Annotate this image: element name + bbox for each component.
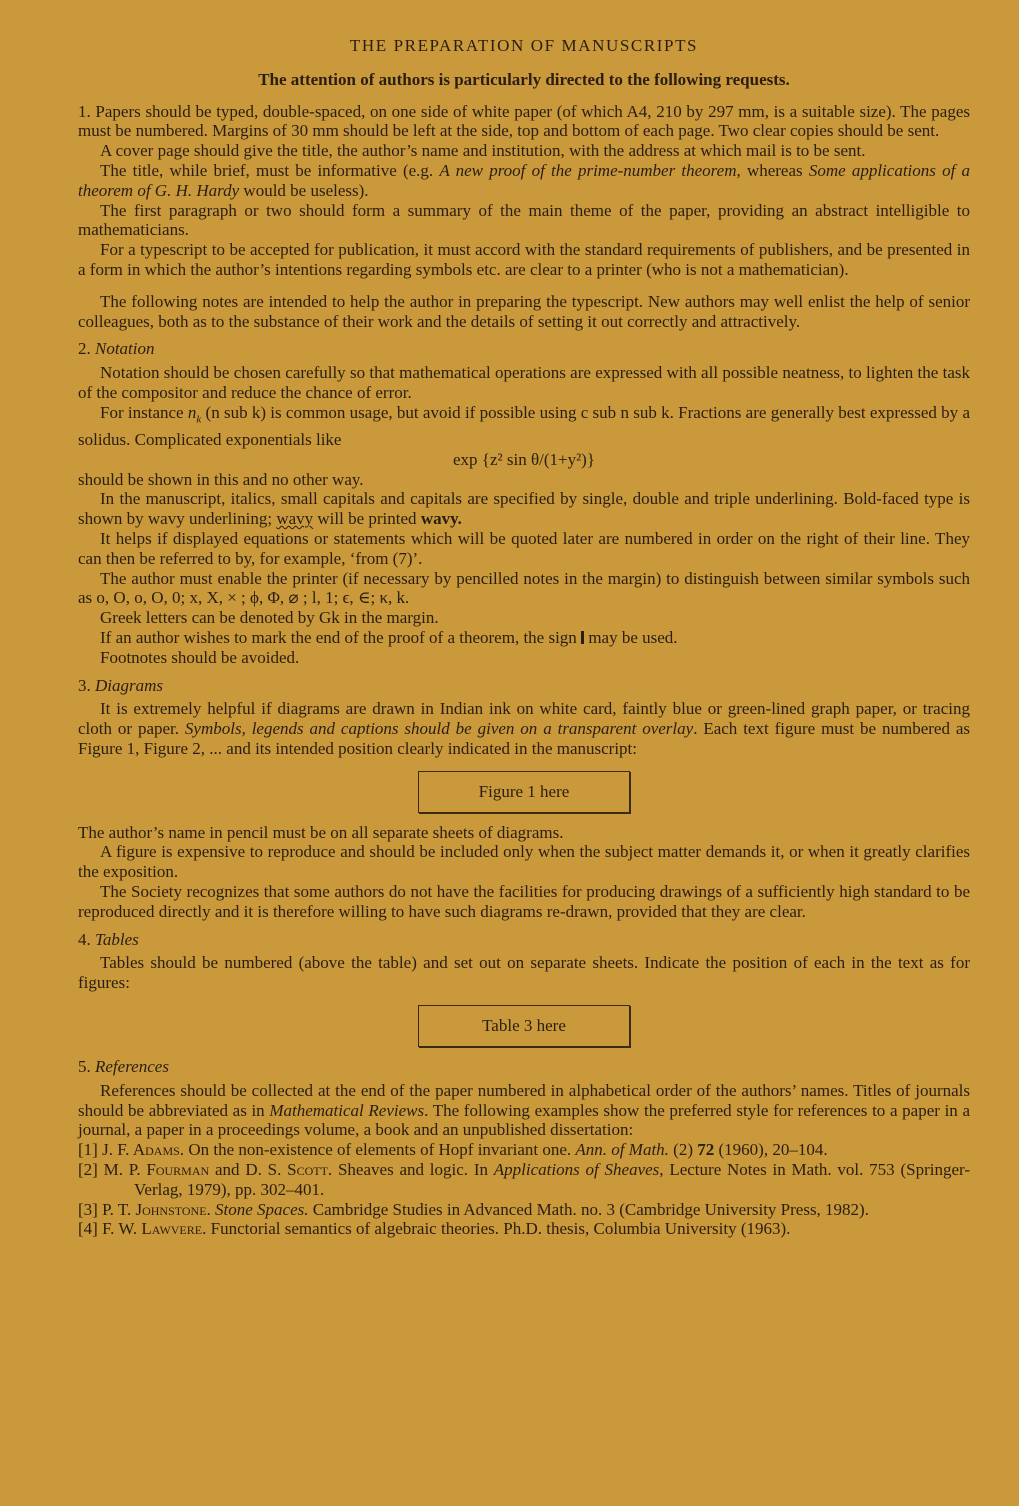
intro-paragraph-6: The following notes are intended to help the author in preparing the typescript. New authors may well enlist the help of senior colleagues, both as to the substance of their work and the details of setting it out correctly and attractively.: [78, 291, 970, 331]
section-heading-references: [78, 1057, 970, 1077]
text-run: In the manuscript, italics, small capitals and capitals are specified by single, double and triple underlining. Bold-faced type is shown by wavy underlining;: [78, 489, 970, 529]
reference-author: F. W. Lawvere.: [102, 1219, 207, 1239]
text-run: Cambridge Studies in Advanced Math. no. 3 (Cambridge University Press, 1982).: [308, 1199, 869, 1219]
section-heading-notation: [78, 339, 970, 359]
text-run: On the non-existence of elements of Hopf invariant one.: [184, 1140, 576, 1160]
intro-paragraph-3: [78, 161, 970, 201]
notation-paragraph-2: [78, 403, 970, 450]
reference-number: [3]: [78, 1199, 98, 1219]
example-title-good: A new proof of the prime-number theorem: [439, 160, 737, 180]
section-title: References: [95, 1057, 169, 1077]
notation-paragraph-3: should be shown in this and no other way.: [78, 469, 364, 489]
text-run: . Each text figure must be numbered as Figure 1, Figure 2, ... and its intended position clearly indicated in the manuscript:: [78, 719, 970, 758]
reference-book-title: Stone Spaces.: [215, 1199, 309, 1219]
document-body: [78, 36, 970, 1239]
reference-item: [78, 1219, 970, 1239]
text-run: Functorial semantics of algebraic theories. Ph.D. thesis, Columbia University (1963).: [206, 1219, 791, 1239]
text-run: will be printed: [313, 509, 421, 529]
text-run: . The following examples show the preferred style for references to a paper in a journal, a paper in a proceedings volume, a book and an unpublished dissertation:: [78, 1100, 970, 1140]
text-run: The title, while brief, must be informative (e.g.: [100, 160, 440, 180]
text-run: and: [209, 1160, 246, 1180]
figure-placeholder-box: Figure 1 here: [418, 771, 630, 813]
section-number: 2.: [78, 339, 91, 359]
references-paragraph-1: [78, 1081, 970, 1140]
intro-paragraph-5: For a typescript to be accepted for publication, it must accord with the standard requirements of publishers, and be presented in a form in which the author’s intentions regarding symbols etc. are clear to a printer (who is not a mathematician).: [78, 240, 970, 279]
reference-item: [78, 1160, 970, 1200]
section-title: Tables: [95, 929, 139, 949]
tables-paragraph-1: Tables should be numbered (above the table) and set out on separate sheets. Indicate the position of each in the text as for figures:: [78, 953, 970, 993]
notation-paragraph-1: Notation should be chosen carefully so that mathematical operations are expressed with all possible neatness, to lighten the task of the compositor and reduce the chance of error.: [78, 363, 970, 402]
text-run: (2): [668, 1140, 698, 1160]
figure-placeholder-wrap: [78, 771, 970, 813]
text-run: (n sub k) is common usage, but avoid if possible using c sub n sub k. Fractions are generally best expressed by a solidus. Complicated exponentials like: [78, 402, 970, 449]
page-subtitle: The attention of authors is particularly directed to the following requests.: [258, 69, 790, 89]
emphasis: Symbols, legends and captions should be given on a transparent overlay: [184, 719, 694, 739]
section-number: 5.: [78, 1057, 91, 1077]
reference-number: [2]: [78, 1160, 98, 1180]
wavy-underlined-word: wavy: [276, 509, 314, 529]
reference-volume: 72: [697, 1140, 715, 1160]
text-run: , Lecture Notes in Math. vol. 753 (Springer-Verlag, 1979), pp. 302–401.: [134, 1160, 971, 1199]
text-run: It is extremely helpful if diagrams are drawn in Indian ink on white card, faintly blue or green-lined graph paper, or tracing cloth or paper.: [78, 699, 970, 739]
section-title: Diagrams: [95, 675, 164, 695]
intro-paragraph-4: The first paragraph or two should form a summary of the main theme of the paper, providing an abstract intelligible to mathematicians.: [78, 200, 970, 240]
notation-paragraph-6: The author must enable the printer (if necessary by pencilled notes in the margin) to distinguish between similar symbols such as o, O, ο, Ο, 0; x, X, × ; ϕ, Φ, ⌀ ; l, 1; ϵ, ∈; κ, k.: [78, 568, 970, 608]
section-number: 3.: [78, 675, 91, 695]
text-run: (1960), 20–104.: [714, 1140, 828, 1160]
bold-word: wavy.: [420, 509, 462, 529]
diagrams-paragraph-4: The Society recognizes that some authors do not have the facilities for producing drawings of a sufficiently high standard to be reproduced directly and it is therefore willing to have such diagrams re-drawn, provided that they are clear.: [78, 882, 970, 921]
diagrams-paragraph-1: [78, 699, 970, 758]
text-run: If an author wishes to mark the end of the proof of a theorem, the sign: [100, 627, 582, 647]
text-run: For instance: [100, 402, 188, 422]
section-heading-diagrams: [78, 676, 970, 696]
text-run: Sheaves and logic. In: [332, 1160, 494, 1180]
reference-author: D. S. Scott.: [245, 1160, 333, 1180]
reference-item: [78, 1200, 970, 1220]
intro-paragraph-1: 1. Papers should be typed, double-spaced, on one side of white paper (of which A4, 210 by 297 mm, is a suitable size). The pages must be numbered. Margins of 30 mm should be left at the side, top and bottom of each page. Two clear copies should be sent.: [78, 101, 970, 141]
reference-number: [4]: [78, 1219, 98, 1239]
reference-author: P. T. Johnstone.: [102, 1199, 211, 1219]
section-heading-tables: [78, 930, 970, 950]
reference-number: [1]: [78, 1140, 98, 1160]
example-title-bad: Some applications of a theorem of G. H. Hardy: [78, 160, 970, 200]
display-equation: exp {z² sin θ/(1+y²)}: [453, 449, 595, 469]
reference-journal: Ann. of Math.: [575, 1140, 669, 1160]
table-placeholder-box: Table 3 here: [418, 1005, 630, 1047]
section-title: Notation: [95, 339, 155, 359]
reference-author: M. P. Fourman: [103, 1160, 210, 1180]
n-sub-k-symbol: $n_k$: [187, 402, 202, 426]
text-run: References should be collected at the end of the paper numbered in alphabetical order of the authors’ names. Titles of journals should be abbreviated as in: [78, 1080, 970, 1120]
notation-paragraph-8: [78, 628, 970, 648]
text-run: would be useless).: [239, 180, 369, 200]
diagrams-paragraph-2: The author’s name in pencil must be on all separate sheets of diagrams.: [78, 822, 564, 842]
notation-paragraph-5: It helps if displayed equations or statements which will be quoted later are numbered in order on the right of their line. They can then be referred to by, for example, ‘from (7)’.: [78, 528, 970, 568]
reference-book-title: Applications of Sheaves: [493, 1160, 660, 1180]
reference-item: [78, 1140, 970, 1160]
diagrams-paragraph-3: A figure is expensive to reproduce and should be included only when the subject matter demands it, or when it greatly clarifies the exposition.: [78, 842, 970, 882]
reference-author: J. F. Adams.: [102, 1140, 185, 1160]
spacer: [78, 280, 970, 292]
notation-paragraph-9: Footnotes should be avoided.: [100, 647, 300, 667]
section-number: 4.: [78, 929, 91, 949]
text-run: may be used.: [584, 627, 678, 647]
table-placeholder-wrap: [78, 1005, 970, 1047]
text-run: , whereas: [736, 160, 809, 180]
page-title: THE PREPARATION OF MANUSCRIPTS: [349, 36, 699, 55]
journal-name: Mathematical Reviews: [269, 1100, 425, 1120]
notation-paragraph-7: Greek letters can be denoted by Gk in the margin.: [100, 608, 439, 628]
intro-paragraph-2: A cover page should give the title, the author’s name and institution, with the address at which mail is to be sent.: [100, 141, 866, 161]
notation-paragraph-4: [78, 489, 970, 529]
